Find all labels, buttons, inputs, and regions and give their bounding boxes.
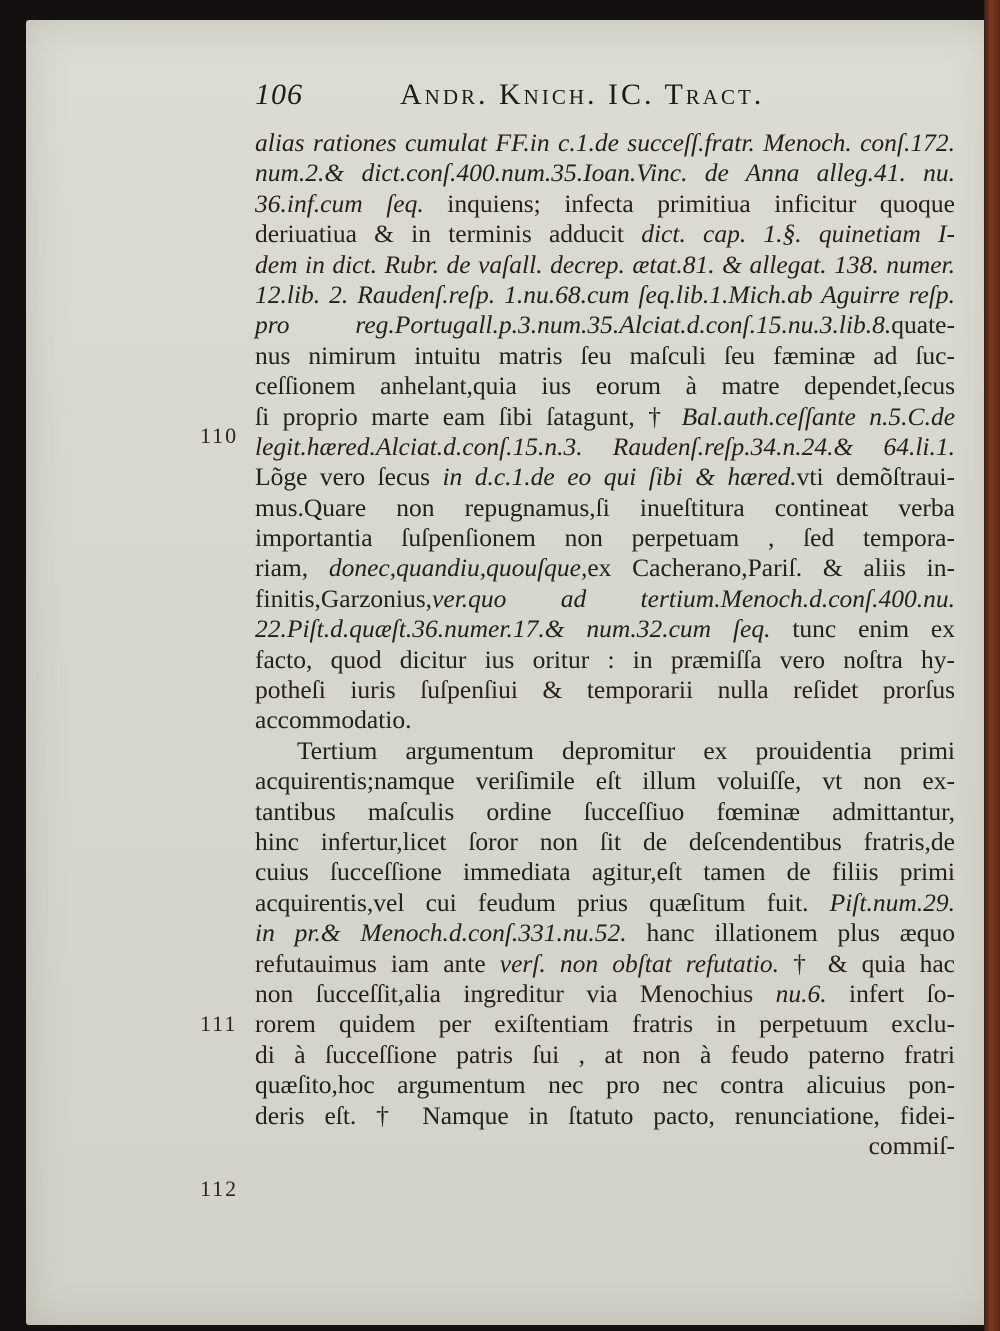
text-run: finitis,Garzonius, bbox=[255, 583, 433, 613]
text-run: Lõge vero ſecus bbox=[255, 462, 443, 492]
text-run: infert ſo- bbox=[826, 978, 955, 1008]
text-line bbox=[255, 462, 955, 492]
text-run: hanc illationem plus æquo bbox=[626, 918, 955, 948]
text-run: † & quia hac bbox=[779, 948, 955, 978]
text-run: hinc infertur,licet ſoror non ſit de deſcendentibus fratris,de bbox=[255, 826, 955, 856]
italic-citation: num.2.& dict.conſ.400.num.35.Ioan.Vinc. de Anna alleg.41. nu. bbox=[255, 158, 955, 188]
text-run: quæſito,hoc argumentum nec pro nec contra alicuius pon- bbox=[255, 1070, 955, 1100]
text-run: vti demõſtraui- bbox=[796, 462, 955, 492]
text-run: acquirentis;namque veriſimile eſt illum voluiſſe, vt non ex- bbox=[255, 766, 955, 796]
running-title: Andr. Knich. IC. Tract. bbox=[400, 78, 765, 111]
text-run: refutauimus iam ante bbox=[255, 948, 500, 978]
italic-citation: in pr.& Menoch.d.conſ.331.nu.52. bbox=[255, 918, 627, 948]
text-run: importantia ſuſpenſionem non perpetuam , ſed tempora- bbox=[255, 523, 955, 553]
text-line bbox=[255, 797, 955, 827]
text-line bbox=[255, 553, 955, 583]
text-run: riam, bbox=[255, 553, 329, 583]
italic-citation: donec,quandiu,quouſque, bbox=[328, 553, 588, 583]
italic-citation: 12.lib. 2. Raudenſ.reſp. 1.nu.68.cum ſeq.lib.1.Mich.ab Aguirre reſp. bbox=[255, 279, 955, 309]
italic-citation: verſ. non obſtat refutatio. bbox=[499, 948, 780, 978]
text-line bbox=[255, 128, 955, 158]
text-line bbox=[255, 736, 955, 766]
text-line bbox=[255, 888, 955, 918]
text-line bbox=[255, 918, 955, 948]
italic-citation: dem in dict. Rubr. de vaſall. decrep. ætat.81. & allegat. 138. numer. bbox=[255, 249, 955, 279]
text-run: quate- bbox=[891, 310, 955, 340]
margin-number: 112 bbox=[200, 1176, 239, 1201]
italic-citation: alias rationes cumulat FF.in c.1.de succeſſ.fratr. Menoch. conſ.172. bbox=[255, 128, 955, 157]
italic-citation: 22.Piſt.d.quæſt.36.numer.17.& num.32.cum ſeq. bbox=[255, 614, 771, 644]
text-line bbox=[255, 1040, 955, 1070]
text-line bbox=[255, 675, 955, 705]
text-run: facto, quod dicitur ius oritur : in præmiſſa vero noſtra hy- bbox=[255, 644, 955, 674]
text-line bbox=[255, 1131, 955, 1161]
text-line bbox=[255, 766, 955, 796]
text-run: accommodatio. bbox=[255, 705, 412, 735]
text-line bbox=[255, 280, 955, 310]
text-run: nus nimirum intuitu matris ſeu maſculi ſeu fæminæ ad ſuc- bbox=[255, 340, 955, 370]
text-run: potheſi iuris ſuſpenſiui & temporarii nulla reſidet prorſus bbox=[255, 675, 955, 705]
text-line bbox=[255, 250, 955, 280]
text-line bbox=[255, 979, 955, 1009]
text-run: ſi proprio marte eam ſibi ſatagunt, † bbox=[255, 401, 682, 431]
text-run: commiſ- bbox=[868, 1130, 955, 1160]
text-run: tantibus maſculis ordine ſucceſſiuo fœminæ admittantur, bbox=[255, 796, 955, 826]
text-line bbox=[255, 645, 955, 675]
text-line bbox=[255, 341, 955, 371]
text-line bbox=[255, 1009, 955, 1039]
text-run: ex Cacherano,Pariſ. & aliis in- bbox=[587, 553, 955, 583]
text-run: rorem quidem per exiſtentiam fratris in perpetuum exclu- bbox=[255, 1009, 955, 1039]
margin-number: 111 bbox=[200, 1011, 238, 1036]
text-line bbox=[255, 1070, 955, 1100]
italic-citation: legit.hæred.Alciat.d.conſ.15.n.3. Raudenſ.reſp.34.n.24.& 64.li.1. bbox=[255, 431, 955, 461]
text-line bbox=[255, 371, 955, 401]
text-line bbox=[255, 705, 955, 735]
italic-citation: pro reg.Portugall.p.3.num.35.Alciat.d.conſ.15.nu.3.lib.8. bbox=[255, 310, 892, 340]
text-line bbox=[255, 1101, 955, 1131]
text-line bbox=[255, 493, 955, 523]
text-run: tunc enim ex bbox=[770, 614, 955, 644]
text-line bbox=[255, 219, 955, 249]
text-line bbox=[255, 827, 955, 857]
folio-number: 106 bbox=[255, 78, 303, 111]
text-run: inquiens; infecta primitiua inficitur quoque bbox=[423, 188, 955, 218]
page-header bbox=[255, 78, 955, 118]
text-run: mus.Quare non repugnamus,ſi inueſtitura contineat verba bbox=[255, 492, 955, 522]
text-run: acquirentis,vel cui feudum prius quæſitum fuit. bbox=[255, 887, 830, 917]
text-line bbox=[255, 158, 955, 188]
italic-citation: in d.c.1.de eo qui ſibi & hæred. bbox=[442, 462, 797, 492]
text-run: non ſucceſſit,alia ingreditur via Menochius bbox=[255, 978, 776, 1008]
italic-citation: Bal.auth.ceſſante n.5.C.de bbox=[681, 401, 956, 431]
text-run: cuius ſucceſſione immediata agitur,eſt tamen de filiis primi bbox=[255, 857, 955, 887]
italic-citation: 36.inf.cum ſeq. bbox=[255, 188, 424, 218]
text-line bbox=[255, 310, 955, 340]
text-line bbox=[255, 523, 955, 553]
body-text bbox=[255, 128, 955, 1161]
text-line bbox=[255, 857, 955, 887]
text-run: ceſſionem anhelant,quia ius eorum à matre dependet,ſecus bbox=[255, 371, 955, 401]
book-spine bbox=[984, 0, 1000, 1331]
text-run: deris eſt. † Namque in ſtatuto pacto, renunciatione, fidei- bbox=[255, 1100, 955, 1130]
italic-citation: Piſt.num.29. bbox=[829, 887, 955, 917]
italic-citation: dict. cap. 1.§. quinetiam I- bbox=[641, 219, 955, 249]
text-line bbox=[255, 614, 955, 644]
text-line bbox=[255, 584, 955, 614]
text-line bbox=[255, 949, 955, 979]
text-run: deriuatiua & in terminis adducit bbox=[255, 219, 642, 249]
italic-citation: nu.6. bbox=[775, 978, 827, 1008]
text-line bbox=[255, 189, 955, 219]
text-line bbox=[255, 432, 955, 462]
text-run: di à ſucceſſione patris ſui , at non à feudo paterno fratri bbox=[255, 1039, 955, 1069]
margin-number: 110 bbox=[200, 423, 239, 448]
italic-citation: ver.quo ad tertium.Menoch.d.conſ.400.nu. bbox=[432, 583, 955, 613]
text-line bbox=[255, 402, 955, 432]
text-run: Tertium argumentum depromitur ex prouidentia primi bbox=[297, 735, 955, 765]
